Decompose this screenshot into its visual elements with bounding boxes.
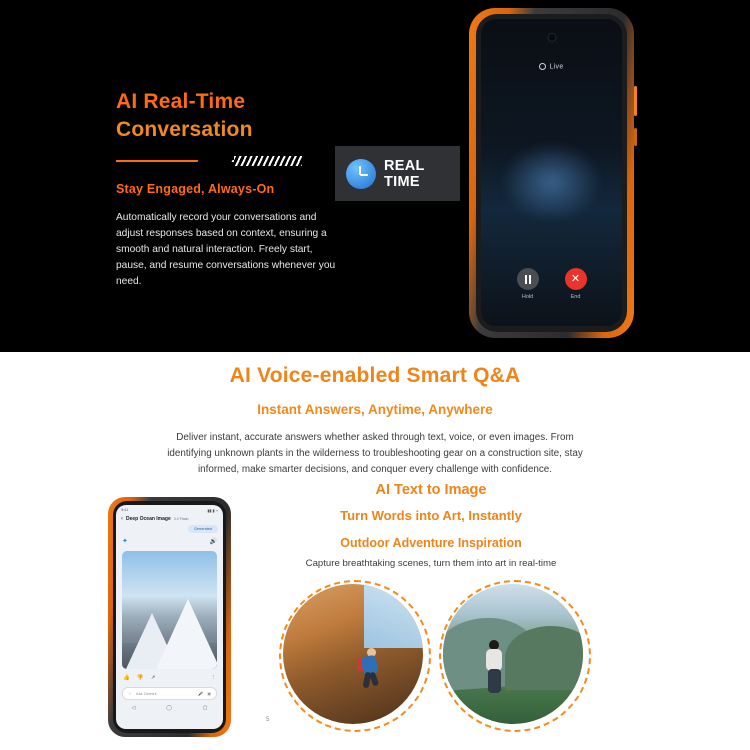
rugged-phone-app-mockup <box>108 497 231 737</box>
real-time-badge <box>335 146 460 201</box>
section-subtitle: Instant Answers, Anytime, Anywhere <box>257 402 493 417</box>
chat-bubble-row <box>116 525 223 533</box>
hold-control[interactable] <box>517 268 539 300</box>
outdoor-inspiration-caption: Capture breathtaking scenes, turn them into art in real-time <box>305 558 557 569</box>
headline-line-2: Conversation <box>116 117 253 141</box>
status-icons: ▮▮ ▮ ⌁ <box>207 509 218 513</box>
phone-side-button <box>634 86 637 116</box>
live-status-label: Live <box>549 63 564 71</box>
legs <box>488 669 501 693</box>
image-peak-right <box>156 599 217 669</box>
decorative-divider <box>116 156 302 166</box>
thumbs-up-icon[interactable]: 👍 <box>123 675 130 681</box>
prompt-input[interactable] <box>122 687 217 700</box>
climber-figure <box>356 646 386 690</box>
divider-hatch <box>234 156 302 166</box>
headline-line-1: AI Real-Time <box>116 90 246 113</box>
sky <box>364 584 423 648</box>
hike-scene <box>443 584 583 724</box>
hiker-figure <box>479 640 511 696</box>
model-label: 3.0 Flash <box>173 517 189 521</box>
section-paragraph: Deliver instant, accurate answers whether asked through text, voice, or even images. From identifying unknown plants in the wilderness to troubleshooting gear on a construction site, stay informed, make smarter decisions, and conquer every challenge with confidence. <box>167 432 583 476</box>
rock-climber-photo <box>283 584 423 724</box>
page-number: 5 <box>266 717 270 723</box>
send-icon[interactable]: ▣ <box>207 691 211 696</box>
image-actions <box>116 671 223 685</box>
screen-glow <box>501 142 603 222</box>
hold-label: Hold <box>521 294 534 300</box>
realtime-subhead: Stay Engaged, Always-On <box>116 182 275 196</box>
climb-scene <box>283 584 423 724</box>
nav-recent-button[interactable]: ▢ <box>202 705 208 711</box>
outdoor-inspiration-title: Outdoor Adventure Inspiration <box>340 536 522 550</box>
section-title: AI Voice-enabled Smart Q&A <box>229 364 521 387</box>
end-control[interactable] <box>565 268 587 300</box>
phone-side-button-secondary <box>634 128 637 146</box>
leg-2 <box>369 671 379 686</box>
phone-screen <box>116 505 223 729</box>
nav-back-button[interactable]: ◁ <box>131 705 136 711</box>
status-bar <box>116 505 223 513</box>
system-nav-bar <box>116 702 223 711</box>
torso <box>486 649 502 671</box>
realtime-body-text: Automatically record your conversations and adjust responses based on context, ensuring a smooth and natural interaction. Freely start, pause, and resume conversations whenever you need. <box>116 212 336 288</box>
end-label: End <box>570 294 581 300</box>
live-status <box>481 63 622 70</box>
live-indicator-icon <box>539 63 546 70</box>
end-call-icon[interactable]: ✕ <box>565 268 587 290</box>
add-icon[interactable]: ＋ <box>128 690 132 696</box>
clock-icon <box>346 159 376 189</box>
realtime-conversation-section <box>0 0 750 352</box>
smart-qa-section <box>0 352 750 750</box>
divider-notch <box>196 156 235 166</box>
real-time-badge-label: REAL TIME <box>384 157 425 190</box>
pause-icon[interactable] <box>517 268 539 290</box>
call-controls <box>481 268 622 300</box>
generated-image <box>122 551 217 669</box>
front-camera-icon <box>547 33 556 42</box>
app-bar <box>116 513 223 525</box>
prompt-placeholder: Ask Gemini <box>136 691 157 696</box>
text-to-image-title: AI Text to Image <box>375 482 487 498</box>
realtime-copy-block <box>116 88 341 143</box>
app-title: Deep Ocean Image <box>126 516 171 522</box>
nav-home-button[interactable]: ◯ <box>166 705 172 711</box>
mic-icon[interactable]: 🎤 <box>198 691 204 696</box>
phone-screen <box>481 19 622 326</box>
text-to-image-subtitle: Turn Words into Art, Instantly <box>340 508 522 523</box>
page-title <box>116 88 341 143</box>
back-arrow-icon[interactable]: ‹ <box>121 516 123 522</box>
sparkle-icon: ✦ <box>122 538 128 545</box>
mountain-right <box>505 626 583 690</box>
chat-bubble: Generated <box>188 525 218 533</box>
rugged-phone-call-mockup <box>469 8 634 338</box>
share-icon[interactable]: ↗ <box>150 675 156 681</box>
more-icon[interactable]: ⋮ <box>210 675 216 681</box>
status-time: 9:41 <box>121 508 129 512</box>
message-toolbar <box>116 533 223 549</box>
mountain-hiker-photo <box>443 584 583 724</box>
thumbs-down-icon[interactable]: 👎 <box>136 675 144 681</box>
speaker-icon[interactable]: 🔊 <box>209 538 217 545</box>
